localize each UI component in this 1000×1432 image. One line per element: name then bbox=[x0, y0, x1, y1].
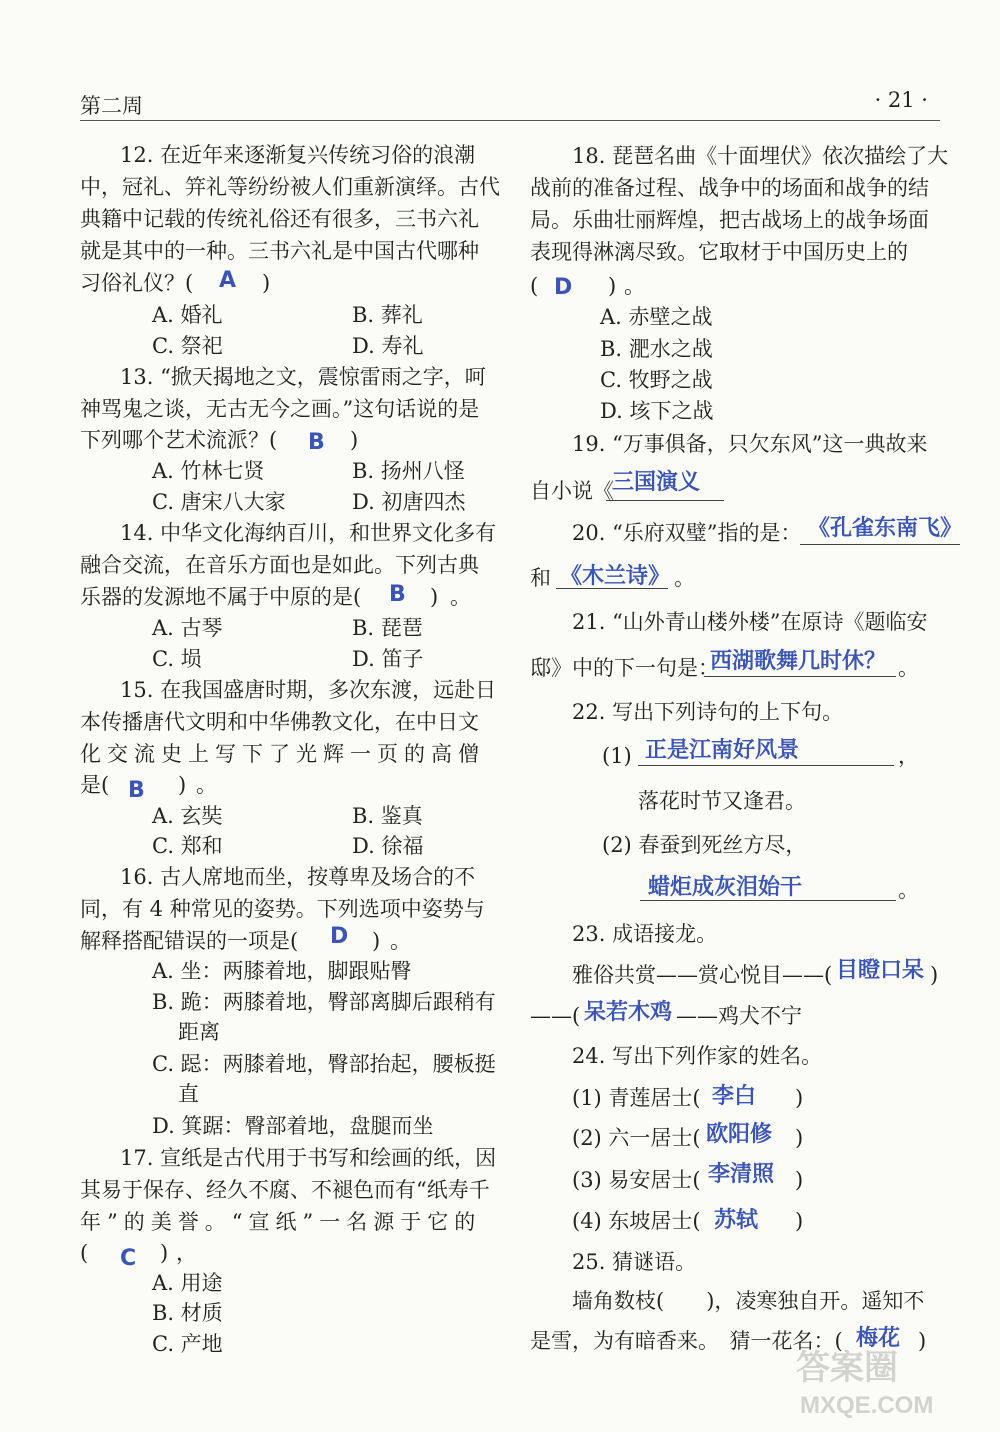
q23-close-1: ) bbox=[930, 963, 939, 987]
q24-answer-4: 苏轼 bbox=[714, 1208, 759, 1233]
q24-close-3: ) bbox=[795, 1168, 804, 1192]
q22-period: 。 bbox=[898, 878, 919, 902]
q20-prompt: 20. “乐府双璧”指的是： bbox=[572, 521, 802, 545]
q18-line3: 局。乐曲壮丽辉煌，把古战场上的战争场面 bbox=[530, 208, 929, 232]
q16-line3: 解释搭配错误的一项是( bbox=[80, 929, 299, 953]
q14-period: 。 bbox=[450, 585, 471, 609]
q16-option-b-line1: B. 跪：两膝着地，臀部离脚后跟稍有 bbox=[152, 990, 496, 1014]
q16-answer: D bbox=[330, 924, 349, 949]
q25-close-paren: ) bbox=[918, 1329, 927, 1353]
q12-line5: 习俗礼仪？( bbox=[80, 271, 194, 295]
q24-prompt: 24. 写出下列作家的姓名。 bbox=[572, 1044, 823, 1068]
q24-close-4: ) bbox=[795, 1209, 804, 1233]
q24-answer-3: 李清照 bbox=[708, 1162, 775, 1187]
q19-blank-line bbox=[606, 500, 724, 501]
q24-answer-1: 李白 bbox=[712, 1084, 757, 1109]
q14-line1: 14. 中华文化海纳百川，和世界文化多有 bbox=[120, 521, 497, 545]
q23-open-2: ——( bbox=[530, 1004, 581, 1028]
q22-item-2: (2) 春蚕到死丝方尽， bbox=[602, 833, 807, 857]
q25-line1: 墙角数枝( )，凌寒独自开。遥知不 bbox=[572, 1289, 925, 1313]
q15-line4: 是( bbox=[80, 773, 110, 797]
q14-option-c: C. 埙 bbox=[152, 647, 202, 671]
q17-line1: 17. 宣纸是古代用于书写和绘画的纸，因 bbox=[120, 1146, 497, 1170]
q19-line1: 19. “万事俱备，只欠东风”这一典故来 bbox=[572, 432, 928, 456]
q24-item-2: (2) 六一居士( bbox=[572, 1126, 701, 1150]
q14-option-d: D. 笛子 bbox=[352, 647, 424, 671]
q24-close-1: ) bbox=[795, 1086, 804, 1110]
q23-prompt: 23. 成语接龙。 bbox=[572, 922, 718, 946]
q18-line1: 18. 琵琶名曲《十面埋伏》依次描绘了大 bbox=[572, 144, 949, 168]
q23-answer-2: 呆若木鸡 bbox=[584, 1000, 673, 1025]
q12-line3: 典籍中记载的传统礼俗还有很多，三书六礼 bbox=[80, 207, 479, 231]
q22-blank-line-1 bbox=[638, 765, 894, 766]
q17-line4: ( bbox=[80, 1241, 89, 1265]
q16-option-c-line2: 直 bbox=[178, 1082, 199, 1106]
q16-option-a: A. 坐：两膝着地，脚跟贴臀 bbox=[152, 959, 412, 983]
q20-blank-line-2 bbox=[556, 588, 668, 589]
q22-blank-line-2 bbox=[640, 900, 896, 901]
q15-answer: B bbox=[128, 778, 145, 803]
q15-period: 。 bbox=[196, 773, 217, 797]
q21-period: 。 bbox=[898, 656, 919, 680]
q13-close-paren: ) bbox=[350, 428, 359, 452]
q25-line2: 是雪，为有暗香来。 猜一花名：( bbox=[530, 1329, 843, 1353]
q18-option-b: B. 淝水之战 bbox=[600, 337, 713, 361]
q18-line2: 战前的准备过程、战争中的场面和战争的结 bbox=[530, 176, 929, 200]
watermark-text: MXQE.COM bbox=[800, 1392, 934, 1419]
q23-line2-tail: ——鸡犬不宁 bbox=[676, 1004, 802, 1028]
q22-answer-2: 蜡炬成灰泪始干 bbox=[648, 875, 803, 900]
q13-line1: 13. “掀天揭地之文，震惊雷雨之字，呵 bbox=[120, 365, 486, 389]
q16-option-c-line1: C. 跽：两膝着地，臀部抬起，腰板挺 bbox=[152, 1052, 496, 1076]
q12-option-b: B. 葬礼 bbox=[352, 303, 423, 327]
q21-line2: 邸》中的下一句是： bbox=[530, 656, 719, 680]
q14-line3: 乐器的发源地不属于中原的是( bbox=[80, 585, 362, 609]
q12-option-a: A. 婚礼 bbox=[152, 303, 223, 327]
q18-period: 。 bbox=[624, 274, 645, 298]
q16-option-d: D. 箕踞：臀部着地，盘腿而坐 bbox=[152, 1114, 434, 1138]
q13-line2: 神骂鬼之谈，无古无今之画。”这句话说的是 bbox=[80, 397, 480, 421]
q12-option-d: D. 寿礼 bbox=[352, 334, 424, 358]
watermark-logo: 答案圈 bbox=[796, 1349, 898, 1387]
q22-answer-1: 正是江南好风景 bbox=[645, 738, 800, 763]
q25-answer: 梅花 bbox=[856, 1326, 901, 1351]
q15-option-a: A. 玄奘 bbox=[152, 804, 223, 828]
q16-line1: 16. 古人席地而坐，按尊卑及场合的不 bbox=[120, 865, 476, 889]
q18-option-c: C. 牧野之战 bbox=[600, 368, 713, 392]
q15-line2: 本传播唐代文明和中华佛教文化，在中日文 bbox=[80, 710, 479, 734]
q19-answer: 三国演义 bbox=[612, 470, 701, 495]
q20-answer-2: 《木兰诗》 bbox=[560, 564, 671, 589]
q13-option-b: B. 扬州八怪 bbox=[352, 459, 465, 483]
q13-line3: 下列哪个艺术流派？( bbox=[80, 428, 278, 452]
q17-line3: 年”的美誉。“宣纸”一名源于它的 bbox=[80, 1210, 482, 1234]
q18-close-paren: ) bbox=[608, 274, 617, 298]
q18-line4: 表现得淋漓尽致。它取材于中国历史上的 bbox=[530, 240, 908, 264]
q18-option-d: D. 垓下之战 bbox=[600, 399, 714, 423]
q15-close-paren: ) bbox=[178, 773, 187, 797]
q15-line1: 15. 在我国盛唐时期，多次东渡，远赴日 bbox=[120, 678, 497, 702]
q13-option-d: D. 初唐四杰 bbox=[352, 490, 466, 514]
q21-blank-line bbox=[704, 676, 896, 677]
q20-and: 和 bbox=[530, 566, 551, 590]
q12-close-paren: ) bbox=[262, 271, 271, 295]
q21-answer: 西湖歌舞几时休？ bbox=[710, 649, 887, 674]
q24-item-1: (1) 青莲居士( bbox=[572, 1086, 701, 1110]
q20-answer-1: 《孔雀东南飞》 bbox=[808, 516, 963, 541]
q24-item-3: (3) 易安居士( bbox=[572, 1168, 701, 1192]
q12-line1: 12. 在近年来逐渐复兴传统习俗的浪潮 bbox=[120, 143, 476, 167]
q13-option-a: A. 竹林七贤 bbox=[152, 459, 265, 483]
q23-line1: 雅俗共赏——赏心悦目——( bbox=[572, 963, 833, 987]
q20-period: 。 bbox=[674, 566, 695, 590]
q12-line2: 中，冠礼、笄礼等纷纷被人们重新演绎。古代 bbox=[80, 175, 500, 199]
q17-answer: C bbox=[120, 1246, 137, 1271]
q17-line2: 其易于保存、经久不腐、不褪色而有“纸寿千 bbox=[80, 1178, 490, 1202]
q24-item-4: (4) 东坡居士( bbox=[572, 1209, 701, 1233]
q18-option-a: A. 赤壁之战 bbox=[600, 305, 713, 329]
q14-option-a: A. 古琴 bbox=[152, 616, 223, 640]
q16-period: 。 bbox=[390, 929, 411, 953]
q20-blank-line-1 bbox=[800, 544, 960, 545]
q22-comma: ， bbox=[898, 744, 919, 768]
q15-option-b: B. 鉴真 bbox=[352, 804, 423, 828]
q16-option-b-line2: 距离 bbox=[178, 1020, 220, 1044]
q17-option-b: B. 材质 bbox=[152, 1301, 223, 1325]
q18-open-paren: ( bbox=[530, 274, 539, 298]
q22-prompt: 22. 写出下列诗句的上下句。 bbox=[572, 700, 844, 724]
page-header bbox=[80, 80, 940, 121]
q22-item-1-next: 落花时节又逢君。 bbox=[638, 789, 806, 813]
q24-answer-2: 欧阳修 bbox=[706, 1122, 773, 1147]
q12-answer: A bbox=[219, 268, 237, 293]
q16-close-paren: ) bbox=[372, 929, 381, 953]
q19-line2: 自小说《 bbox=[530, 479, 614, 503]
q18-answer: D bbox=[554, 275, 573, 300]
q16-line2: 同，有 4 种常见的姿势。下列选项中姿势与 bbox=[80, 897, 485, 921]
q15-option-c: C. 郑和 bbox=[152, 834, 223, 858]
q25-prompt: 25. 猜谜语。 bbox=[572, 1250, 697, 1274]
q14-answer: B bbox=[389, 582, 406, 607]
q24-close-2: ) bbox=[795, 1126, 804, 1150]
q14-option-b: B. 琵琶 bbox=[352, 616, 423, 640]
q17-option-c: C. 产地 bbox=[152, 1332, 223, 1356]
q13-option-c: C. 唐宋八大家 bbox=[152, 490, 286, 514]
q13-answer: B bbox=[308, 430, 325, 455]
page-number: · 21 · bbox=[874, 88, 928, 112]
q17-period: ， bbox=[176, 1241, 197, 1265]
q15-line3: 化交流史上写下了光辉一页的高僧 bbox=[80, 742, 485, 766]
q22-item-1-label: (1) bbox=[602, 744, 632, 768]
q17-option-a: A. 用途 bbox=[152, 1271, 223, 1295]
q12-line4: 就是其中的一种。三书六礼是中国古代哪种 bbox=[80, 239, 479, 263]
q14-close-paren: ) bbox=[430, 585, 439, 609]
q14-line2: 融合交流，在音乐方面也是如此。下列古典 bbox=[80, 553, 479, 577]
q21-line1: 21. “山外青山楼外楼”在原诗《题临安 bbox=[572, 610, 928, 634]
section-title: 第二周 bbox=[80, 94, 143, 118]
q23-answer-1: 目瞪口呆 bbox=[836, 958, 925, 983]
q17-close-paren: ) bbox=[160, 1241, 169, 1265]
q15-option-d: D. 徐福 bbox=[352, 834, 424, 858]
q12-option-c: C. 祭祀 bbox=[152, 334, 223, 358]
